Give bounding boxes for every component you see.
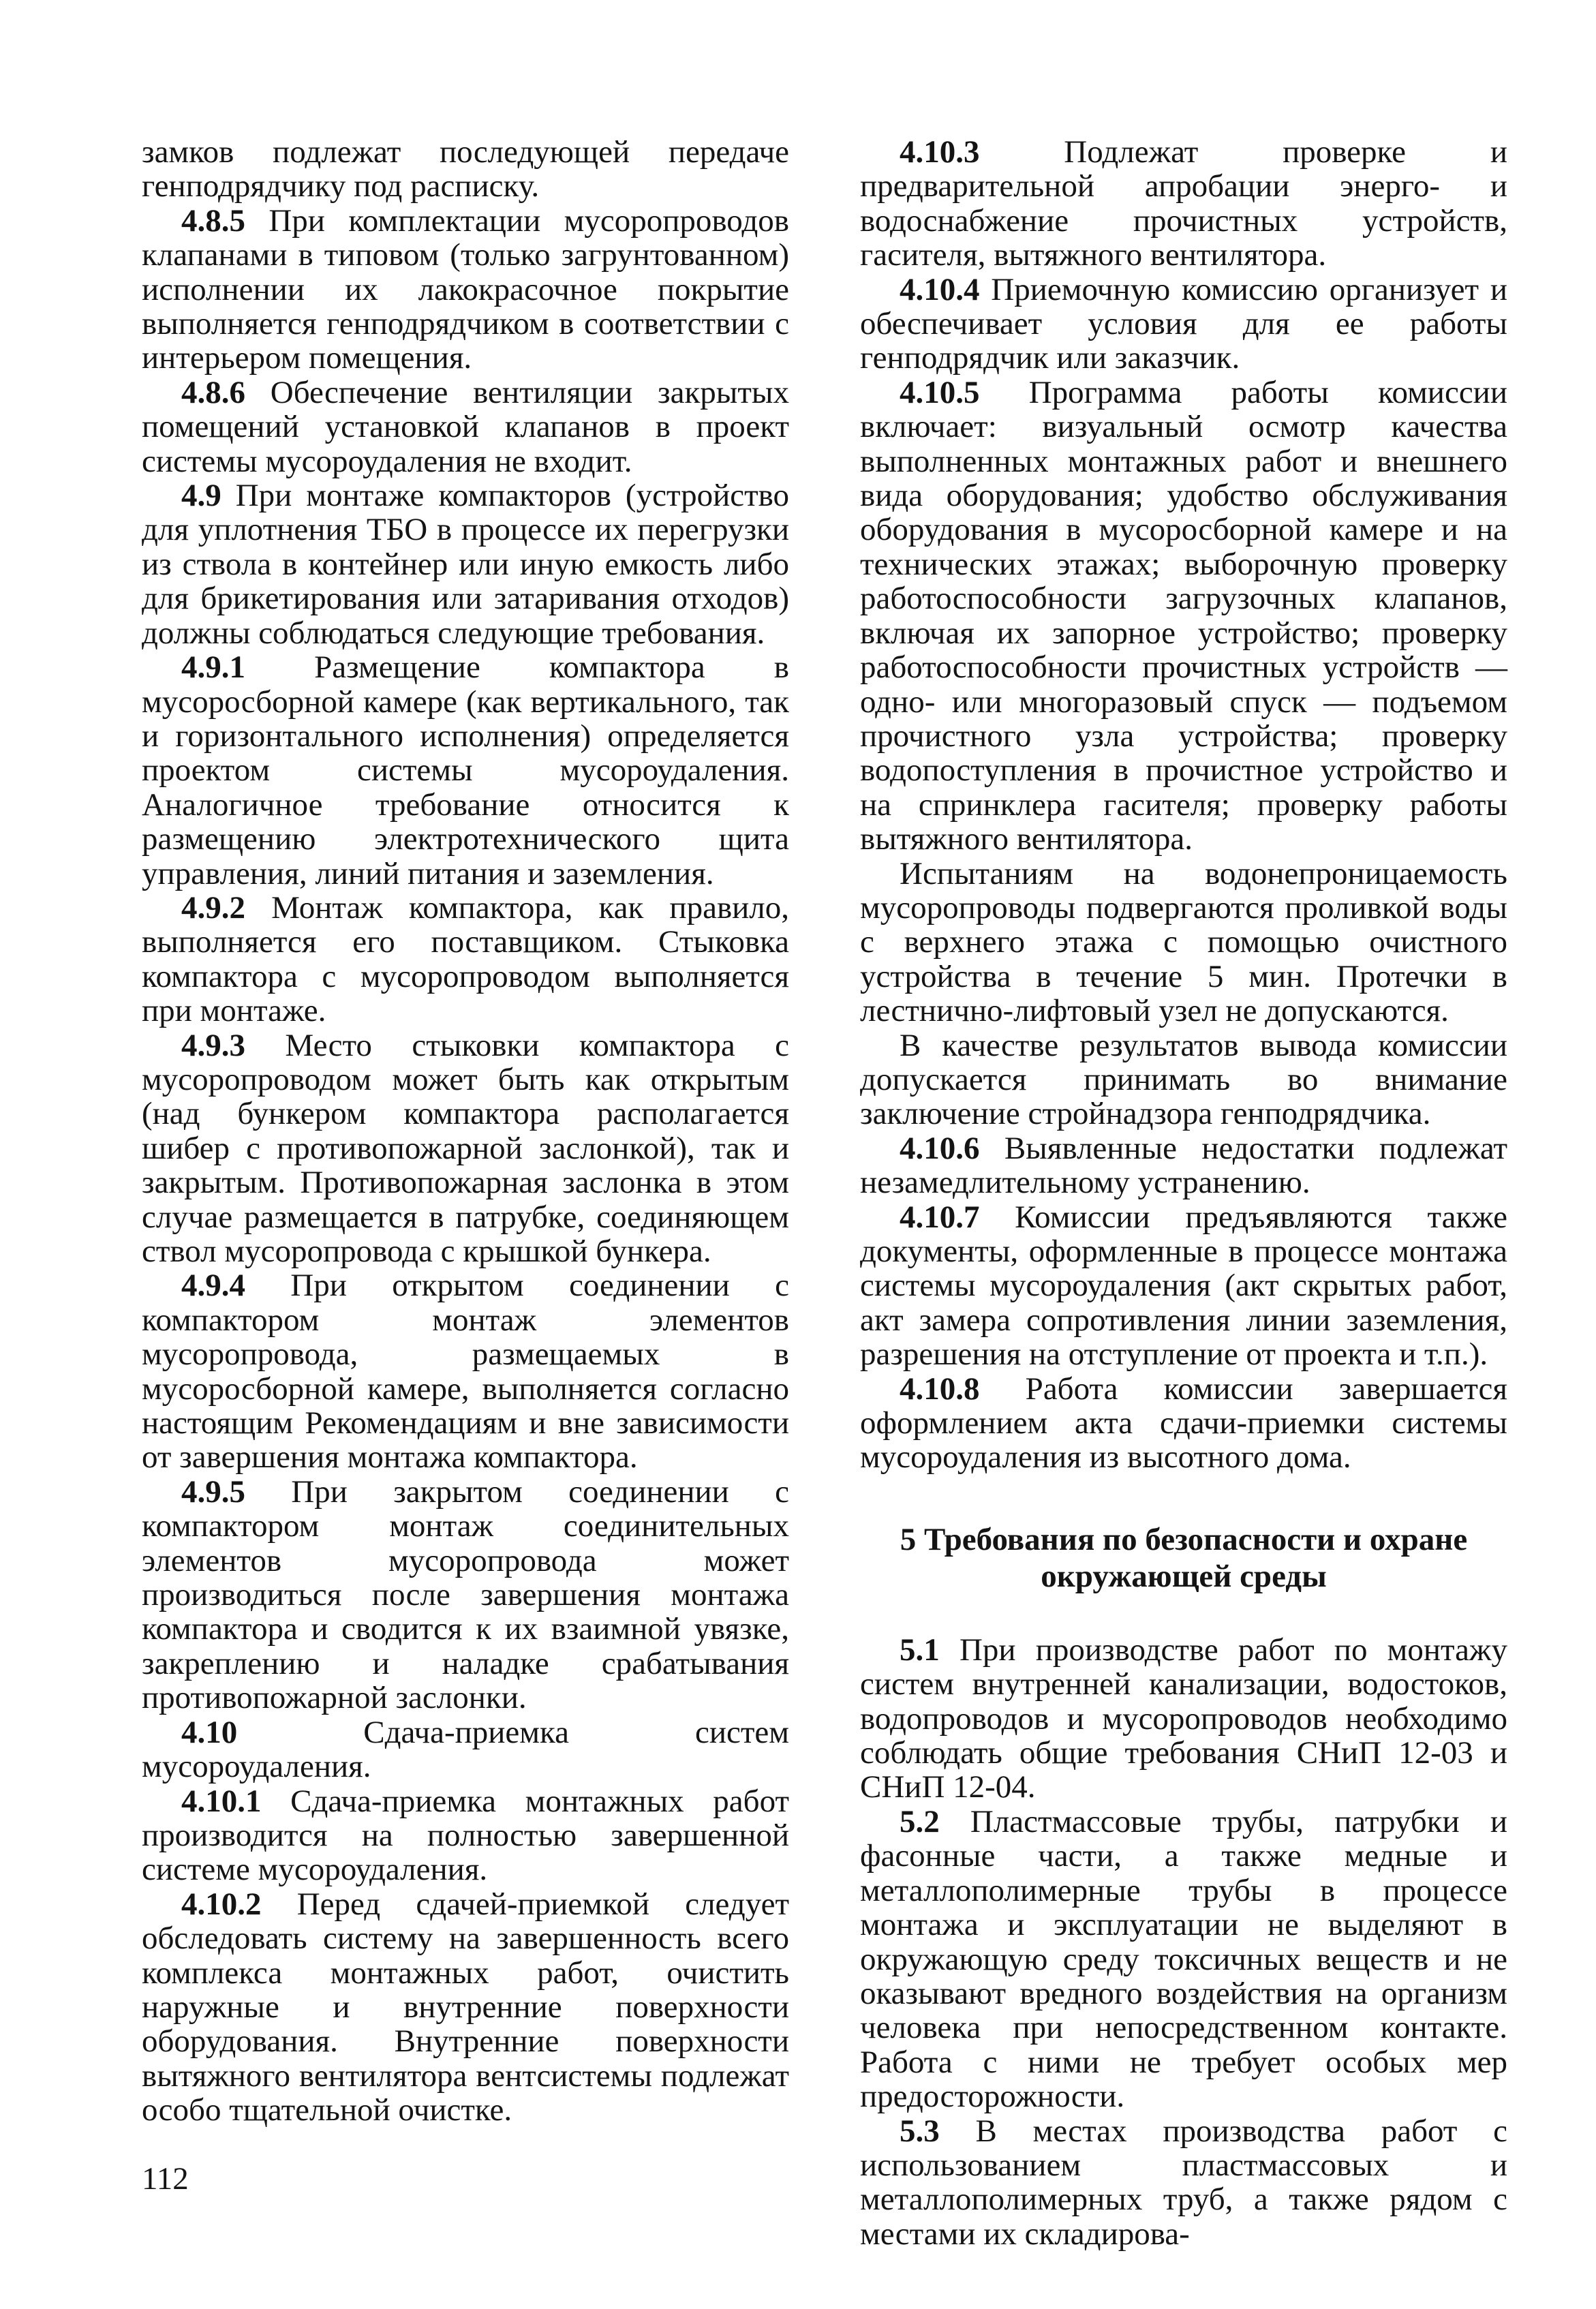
paragraph [860,1131,1507,1200]
paragraph [860,1805,1507,2114]
clause-number: 4.10.8 [900,1371,980,1407]
paragraph-text: Комиссии предъявляются также документы, оформленные в процессе монтажа системы мусороудаления (акт скрытых работ, акт замера сопротивления линии заземления, разрешения на отступление от проекта и т.п.). [860,1199,1507,1373]
clause-number: 4.10.4 [900,271,980,307]
clause-number: 5.1 [900,1632,940,1668]
right-column [860,135,1507,2251]
paragraph-text: При закрытом соединении с компактором монтаж соединительных элементов мусоропровода может производиться после завершения монтажа компактора и сводится к их взаимной увязке, закреплению и наладке срабатывания противопожарной заслонки. [142,1473,789,1716]
clause-number: 4.9.3 [181,1027,245,1063]
clause-number: 4.10.2 [181,1886,262,1922]
paragraph [860,273,1507,376]
clause-number: 4.9.2 [181,889,245,926]
paragraph [860,2114,1507,2252]
clause-number: 4.10.5 [900,374,980,410]
paragraph-text: Перед сдачей-приемкой следует обследовать систему на завершенность всего комплекса монтажных работ, очистить наружные и внутренние поверхности оборудования. Внутренние поверхности вытяжного вентилятора вентсистемы подлежат особо тщательной очистке. [142,1886,789,2128]
clause-number: 4.8.6 [181,374,245,410]
page-number: 112 [142,2161,189,2197]
paragraph-text: Пластмассовые трубы, патрубки и фасонные части, а также медные и металлополимерные трубы в процессе монтажа и эксплуатации не выделяют в окружающую среду токсичных веществ и не оказывают вредного воздействия на организм человека при непосредственном контакте. Работа с ними не требует особых мер предосторожности. [860,1803,1507,2115]
paragraph [860,135,1507,273]
paragraph-text: Обеспечение вентиляции закрытых помещений установкой клапанов в проект системы мусороудаления не входит. [142,374,789,479]
paragraph [142,650,789,891]
clause-number: 4.10 [181,1714,238,1750]
paragraph-text: В качестве результатов вывода комиссии допускается принимать во внимание заключение стройнадзора генподрядчика. [860,1027,1507,1132]
clause-number: 4.10.1 [181,1783,262,1819]
paragraph-text: Испытаниям на водонепроницаемость мусоропроводы подвергаются проливкой воды с верхнего этажа с помощью очистного устройства в течение 5 мин. Протечки в лестнично-лифтовый узел не допускаются. [860,855,1507,1029]
paragraph [142,1268,789,1474]
paragraph [142,1028,789,1269]
paragraph [860,857,1507,1028]
paragraph-text: При комплектации мусоропроводов клапанами в типовом (только загрунтованном) исполнении их лакокрасочное покрытие выполняется генподрядчиком в соответствии с интерьером помещения. [142,202,789,376]
paragraph-text: В местах производства работ с использованием пластмассовых и металлополимерных труб, а также рядом с местами их складирова- [860,2113,1507,2252]
paragraph-text: Размещение компактора в мусоросборной камере (как вертикального, так и горизонтального исполнения) определяется проектом системы мусороудаления. Аналогичное требование относится к размещению электротехнического щита управления, линий питания и заземления. [142,649,789,891]
clause-number: 4.8.5 [181,202,245,239]
paragraph [860,376,1507,857]
paragraph [860,1028,1507,1131]
paragraph [142,1784,789,1887]
paragraph-text: Работа комиссии завершается оформлением акта сдачи-приемки системы мусороудаления из высотного дома. [860,1371,1507,1475]
paragraph-text: Сдача-приемка систем мусороудаления. [142,1714,789,1785]
paragraph-text: Подлежат проверке и предварительной апробации энерго- и водоснабжение прочистных устройств, гасителя, вытяжного вентилятора. [860,134,1507,273]
paragraph [142,1715,789,1784]
left-column [142,135,789,2128]
paragraph [142,891,789,1028]
clause-number: 4.10.6 [900,1130,980,1166]
section-heading: 5 Требования по безопасности и охране окружающей среды [900,1521,1468,1594]
right-column-top [860,135,1507,1475]
paragraph-text: Сдача-приемка монтажных работ производится на полностью завершенной системе мусороудаления. [142,1783,789,1888]
clause-number: 4.10.3 [900,134,980,170]
paragraph-text: При монтаже компакторов (устройство для уплотнения ТБО в процессе их перегрузки из ствола в контейнер или иную емкость либо для брикетирования или затаривания отходов) должны соблюдаться следующие требования. [142,478,789,651]
paragraph [860,1633,1507,1805]
paragraph-text: При открытом соединении с компактором монтаж элементов мусоропровода, размещаемых в мусоросборной камере, выполняется согласно настоящим Рекомендациям и вне зависимости от завершения монтажа компактора. [142,1268,789,1475]
paragraph [860,1200,1507,1372]
paragraph-text: Место стыковки компактора с мусоропроводом может быть как открытым (над бункером компактора располагается шибер с противопожарной заслонкой), так и закрытым. Противопожарная заслонка в этом случае размещается в патрубке, соединяющем ствол мусоропровода с крышкой бункера. [142,1027,789,1269]
paragraph [860,1372,1507,1475]
right-column-bottom [860,1633,1507,2251]
paragraph-text: Монтаж компактора, как правило, выполняется его поставщиком. Стыковка компактора с мусоропроводом выполняется при монтаже. [142,889,789,1029]
paragraph-text: Выявленные недостатки подлежат незамедлительному устранению. [860,1130,1507,1201]
paragraph [142,204,789,376]
clause-number: 4.9.4 [181,1268,245,1304]
clause-number: 5.2 [900,1803,940,1839]
paragraph-text: Программа работы комиссии включает: визуальный осмотр качества выполненных монтажных работ и внешнего вида оборудования; удобство обслуживания оборудования в мусоросборной камере и на технических этажах; выборочную проверку работоспособности загрузочных клапанов, включая их запорное устройство; проверку работоспособности прочистных устройств — одно- или многоразовый спуск — подъемом прочистного узла устройства; проверку водопоступления в прочистное устройство и на спринклера гасителя; проверку работы вытяжного вентилятора. [860,374,1507,857]
paragraph [142,135,789,204]
paragraph-text: замков подлежат последующей передаче генподрядчику под расписку. [142,134,789,204]
paragraph-text: Приемочную комиссию организует и обеспечивает условия для ее работы генподрядчик или заказчик. [860,271,1507,376]
clause-number: 4.9.1 [181,649,245,686]
clause-number: 4.9.5 [181,1473,245,1510]
paragraph [142,478,789,650]
paragraph [142,1887,789,2128]
clause-number: 4.10.7 [900,1199,980,1235]
clause-number: 5.3 [900,2113,940,2149]
clause-number: 4.9 [181,478,221,514]
paragraph [142,1475,789,1715]
paragraph-text: При производстве работ по монтажу систем внутренней канализации, водостоков, водопроводов и мусоропроводов необходимо соблюдать общие требования СНиП 12-03 и СНиП 12-04. [860,1632,1507,1805]
paragraph [142,376,789,478]
